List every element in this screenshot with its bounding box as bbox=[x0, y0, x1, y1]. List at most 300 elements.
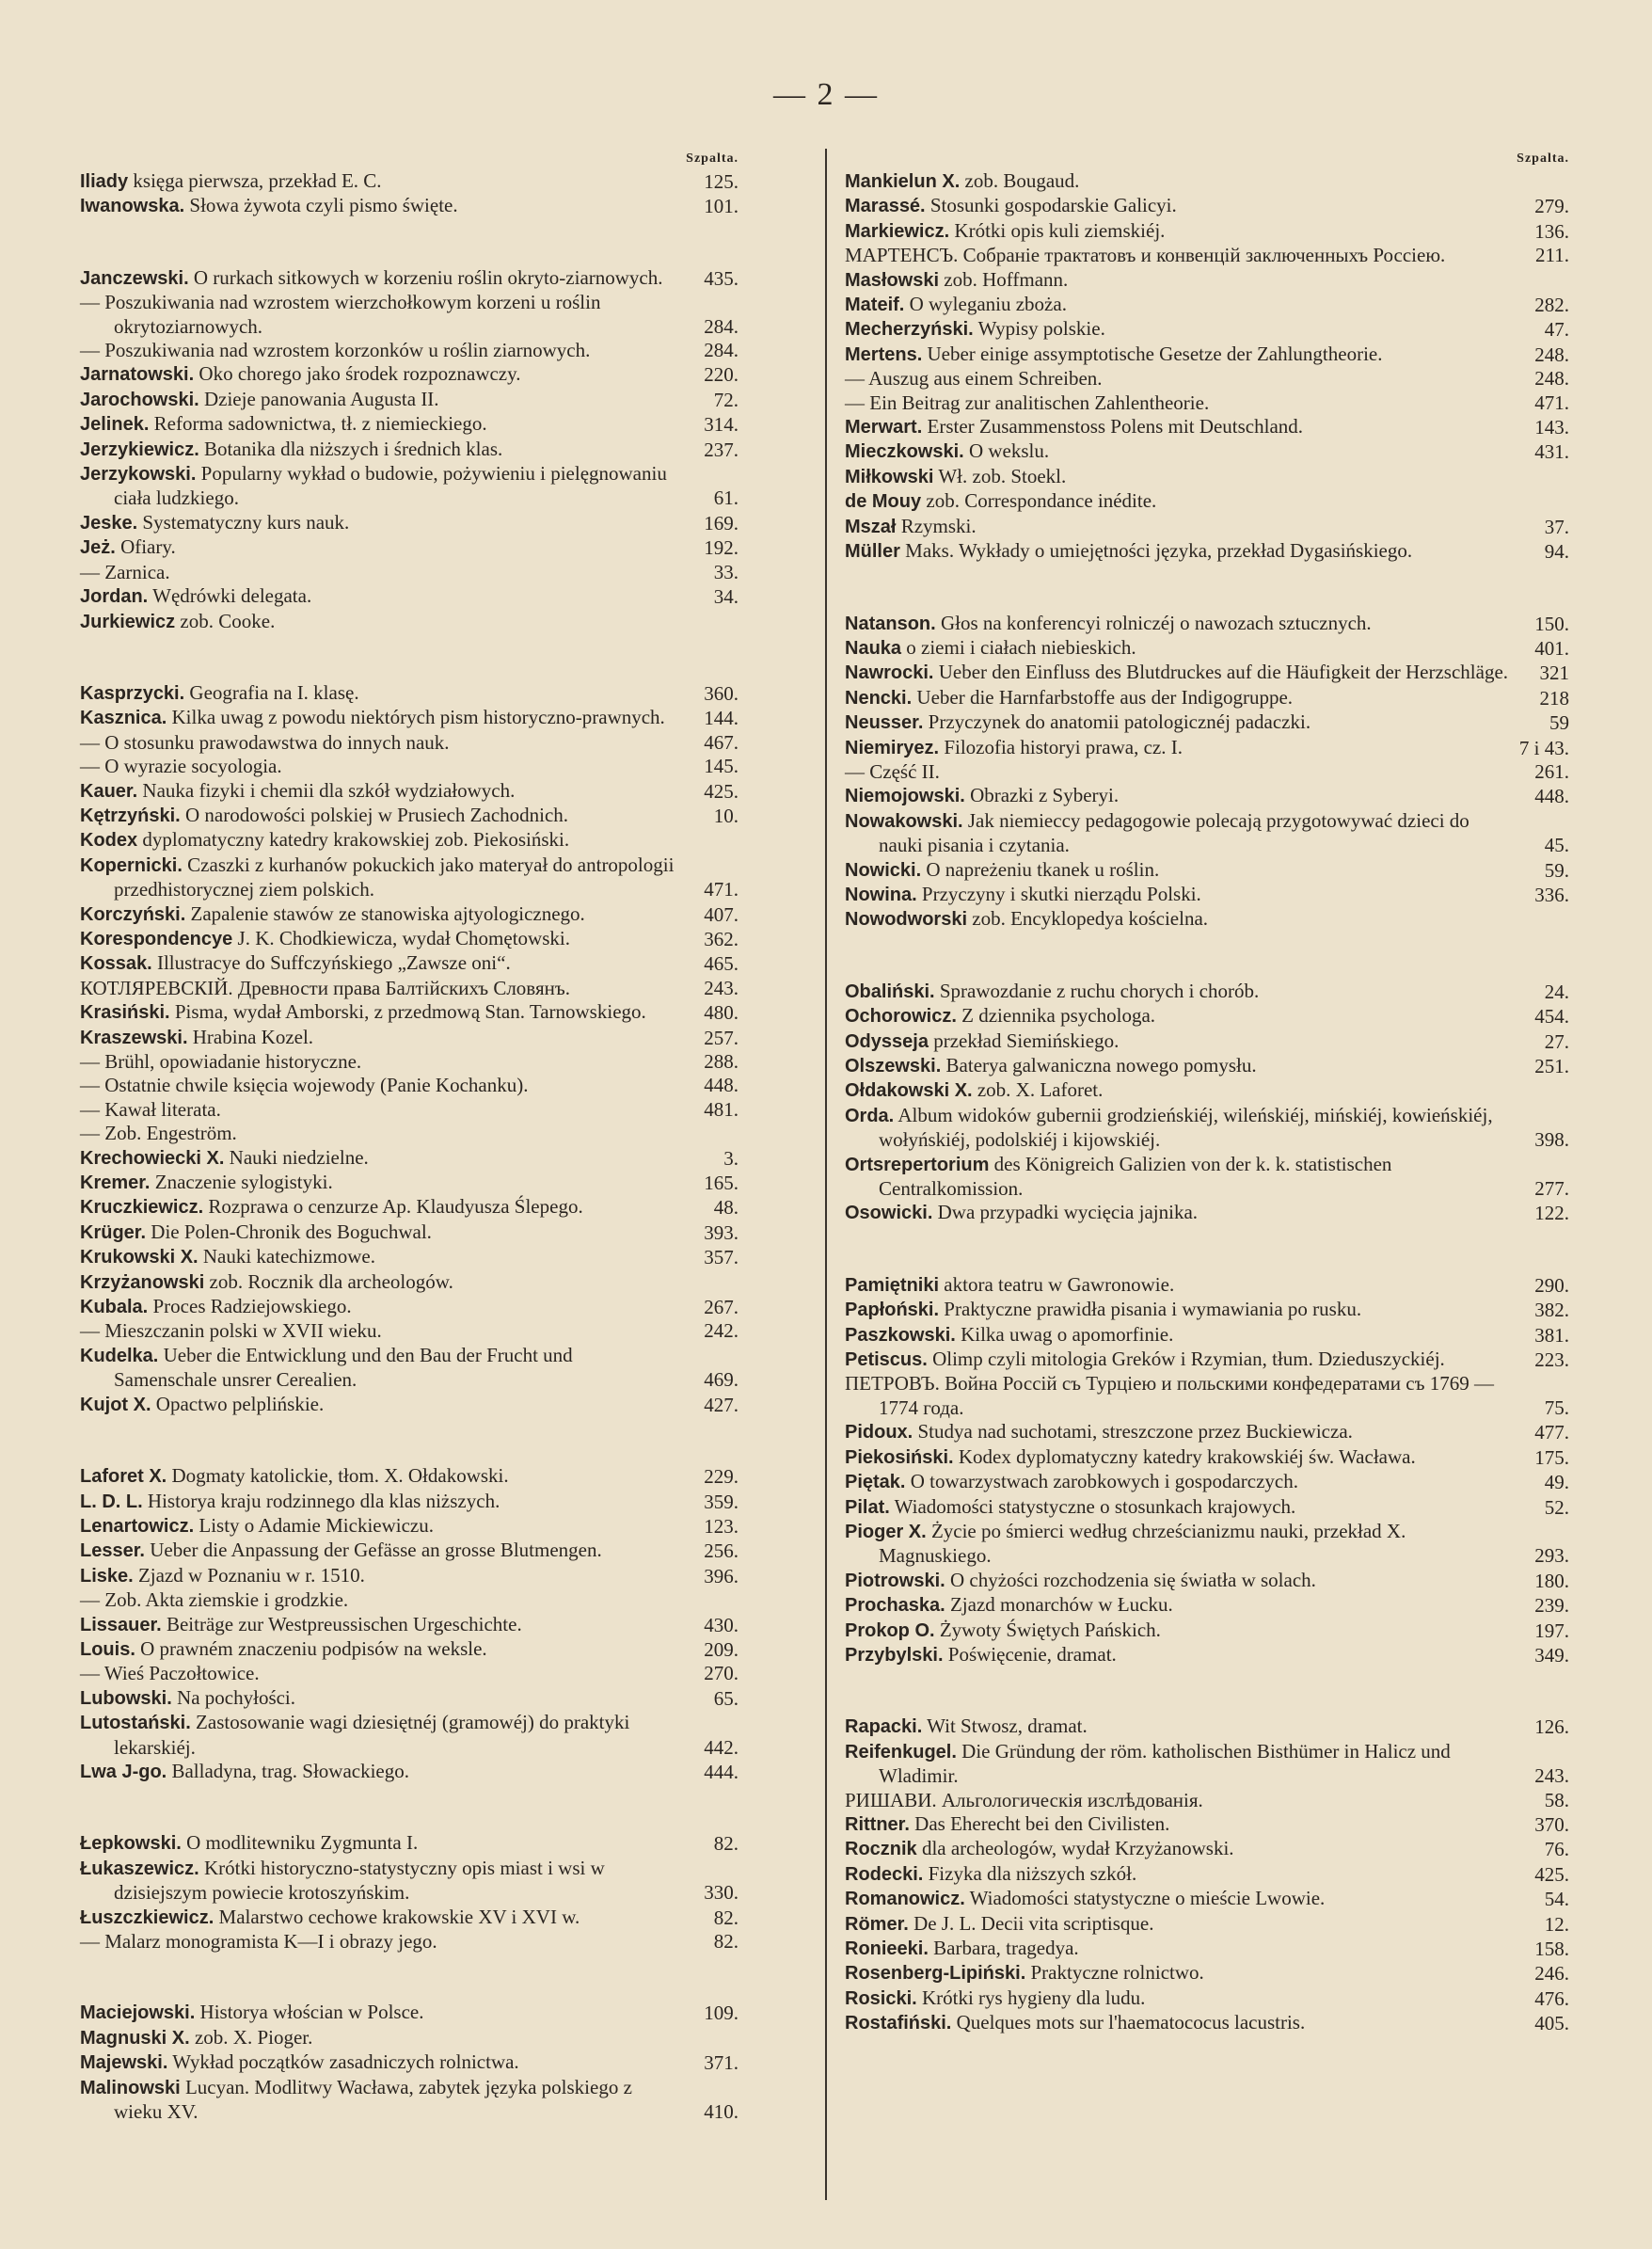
index-entry bbox=[845, 1054, 1569, 1078]
entry-text bbox=[845, 857, 1511, 883]
index-entry bbox=[845, 736, 1569, 760]
index-entry bbox=[845, 1323, 1569, 1348]
entry-author: Ronieeki. bbox=[845, 1938, 929, 1959]
entry-text bbox=[845, 882, 1511, 907]
entry-text bbox=[80, 1636, 680, 1662]
entry-text bbox=[80, 1000, 680, 1025]
entry-text bbox=[845, 391, 1511, 415]
entry-author: — bbox=[80, 1319, 100, 1343]
entry-title: zob. Cooke. bbox=[175, 609, 276, 632]
entry-text bbox=[845, 342, 1511, 367]
entry-column-number: 407. bbox=[704, 902, 739, 926]
entry-author: Janczewski. bbox=[80, 267, 189, 289]
entry-text bbox=[80, 412, 680, 437]
entry-title: Ueber den Einfluss des Blutdruckes auf die Häufigkeit der Herzschläge. bbox=[933, 661, 1509, 684]
section-gap bbox=[80, 1954, 739, 2001]
entry-column-number: 398. bbox=[1534, 1128, 1569, 1152]
entry-column-number: 359. bbox=[704, 1490, 739, 1513]
entry-text bbox=[80, 560, 680, 584]
index-entry bbox=[845, 343, 1569, 367]
entry-text bbox=[845, 1961, 1511, 1986]
entry-text bbox=[80, 730, 680, 755]
entry-column-number: 251. bbox=[1534, 1055, 1569, 1077]
entry-author: Iliady bbox=[80, 171, 129, 192]
index-entry bbox=[845, 686, 1569, 710]
index-entry bbox=[845, 391, 1569, 415]
entry-text bbox=[80, 755, 680, 778]
entry-column-number: 248. bbox=[1534, 343, 1569, 366]
index-entry bbox=[80, 362, 739, 387]
entry-title: Poświęcenie, dramat. bbox=[943, 1642, 1117, 1666]
column-header: Szpalta. bbox=[686, 152, 739, 166]
index-entry bbox=[845, 2011, 1569, 2035]
index-entry bbox=[80, 2050, 739, 2075]
entry-text bbox=[80, 2075, 680, 2125]
entry-author: Odysseja bbox=[845, 1030, 929, 1052]
entry-title: Zarnica. bbox=[100, 560, 170, 583]
entry-title: Lucyan. Modlitwy Wacława, zabytek języka polskiego z wieku XV. bbox=[114, 2075, 632, 2124]
entry-text bbox=[845, 1986, 1511, 2011]
entry-title: Ueber die Entwicklung und den Bau der Frucht und Samenschale unsrer Cerealien. bbox=[114, 1343, 573, 1392]
entry-title: Fizyka dla niższych szkół. bbox=[923, 1861, 1137, 1885]
entry-title: Stosunki gospodarskie Galicyi. bbox=[925, 194, 1177, 217]
entry-title: Filozofia historyi prawa, cz. I. bbox=[939, 735, 1183, 758]
entry-title: Głos na konferencyi rolniczéj o nawozach sztucznych. bbox=[935, 611, 1372, 634]
entry-column-number: 430. bbox=[704, 1613, 739, 1636]
entry-text bbox=[845, 759, 1511, 784]
entry-text bbox=[80, 362, 680, 387]
entry-text bbox=[80, 901, 680, 927]
entry-author: Mateif. bbox=[845, 295, 905, 316]
index-entry bbox=[80, 1637, 739, 1662]
entry-column-number: 448. bbox=[704, 1074, 739, 1097]
entry-author: — bbox=[80, 1050, 100, 1073]
entry-title: dla archeologów, wydał Krzyżanowski. bbox=[916, 1837, 1234, 1860]
entry-column-number: 284. bbox=[704, 339, 739, 362]
entry-author: — bbox=[80, 1662, 100, 1685]
index-entry bbox=[845, 515, 1569, 539]
entry-text bbox=[845, 1078, 1511, 1103]
entry-author: Piekosiński. bbox=[845, 1446, 954, 1468]
entry-column-number: 59. bbox=[1544, 858, 1569, 882]
index-entry bbox=[845, 1740, 1569, 1789]
entry-text bbox=[80, 1905, 680, 1930]
index-entry bbox=[80, 1760, 739, 1784]
entry-text bbox=[80, 803, 680, 828]
entry-author: Jarochowski. bbox=[80, 389, 199, 410]
entry-title: Dwa przypadki wycięcia jajnika. bbox=[932, 1201, 1199, 1224]
entry-author: Nencki. bbox=[845, 687, 913, 709]
entry-author: Pamiętniki bbox=[845, 1274, 940, 1296]
entry-text bbox=[845, 1004, 1511, 1029]
entry-title: Nauki niedzielne. bbox=[224, 1145, 369, 1169]
entry-column-number: 229. bbox=[704, 1465, 739, 1489]
entry-title: Kilka uwag z powodu niektórych pism historyczno-prawnych. bbox=[167, 706, 665, 729]
entry-column-number: 465. bbox=[704, 952, 739, 976]
entry-title: Собраніе трактатовъ и конвенцій заключенныхъ Россіею. bbox=[958, 244, 1446, 267]
entry-column-number: 109. bbox=[704, 2002, 739, 2025]
entry-column-number: 101. bbox=[704, 195, 739, 218]
entry-text bbox=[80, 1122, 680, 1145]
entry-author: Petiscus. bbox=[845, 1349, 928, 1371]
entry-column-number: 123. bbox=[704, 1514, 739, 1538]
index-entry bbox=[845, 439, 1569, 464]
entry-text bbox=[80, 169, 680, 194]
entry-column-number: 125. bbox=[704, 170, 739, 193]
entry-column-number: 218 bbox=[1539, 686, 1569, 710]
entry-text bbox=[80, 1245, 680, 1269]
entry-column-number: 469. bbox=[704, 1368, 739, 1392]
entry-column-number: 256. bbox=[704, 1539, 739, 1563]
entry-title: Erster Zusammenstoss Polens mit Deutschland. bbox=[922, 415, 1304, 439]
entry-author: Jordan. bbox=[80, 586, 149, 608]
entry-text bbox=[845, 2011, 1511, 2035]
entry-column-number: 471. bbox=[1534, 391, 1569, 414]
entry-author: Kopernicki. bbox=[80, 854, 183, 876]
entry-text bbox=[80, 976, 680, 1000]
entry-text bbox=[80, 1588, 680, 1612]
index-entry bbox=[845, 1887, 1569, 1911]
entry-column-number: 330. bbox=[704, 1881, 739, 1905]
entry-text bbox=[845, 489, 1511, 514]
entry-author: Lwa J-go. bbox=[80, 1761, 167, 1782]
entry-author: Jeż. bbox=[80, 537, 116, 559]
entry-author: — bbox=[80, 1122, 100, 1145]
entry-text bbox=[80, 2001, 680, 2025]
entry-title: Wit Stwosz, dramat. bbox=[922, 1715, 1088, 1738]
entry-column-number: 3. bbox=[723, 1146, 739, 1170]
entry-text bbox=[80, 1050, 680, 1074]
entry-title: Historya kraju rodzinnego dla klas niższych. bbox=[142, 1489, 500, 1512]
index-entry bbox=[80, 194, 739, 218]
index-entry bbox=[845, 1201, 1569, 1225]
entry-author: Louis. bbox=[80, 1638, 135, 1660]
entry-title: Zob. Engeström. bbox=[100, 1122, 237, 1145]
entry-author: — bbox=[845, 367, 865, 391]
entry-author: Jerzykiewicz. bbox=[80, 439, 199, 460]
index-entry bbox=[845, 1643, 1569, 1667]
entry-column-number: 59 bbox=[1549, 711, 1569, 735]
entry-title: księga pierwsza, przekład E. C. bbox=[128, 169, 382, 192]
entry-text bbox=[80, 387, 680, 412]
entry-author: Rodecki. bbox=[845, 1863, 924, 1885]
entry-title: O narodowości polskiej w Prusiech Zachodnich. bbox=[180, 803, 569, 826]
entry-column-number: 76. bbox=[1544, 1838, 1569, 1861]
index-entry bbox=[80, 731, 739, 755]
entry-author: Przybylski. bbox=[845, 1644, 944, 1666]
index-entry bbox=[845, 169, 1569, 194]
entry-author: Markiewicz. bbox=[845, 220, 950, 242]
entry-author: Malinowski bbox=[80, 2077, 181, 2098]
entry-title: Historya włościan w Polsce. bbox=[195, 2001, 424, 2024]
entry-title: Maks. Wykłady o umiejętności języka, przekład Dygasińskiego. bbox=[899, 539, 1413, 563]
entry-author: Liske. bbox=[80, 1565, 134, 1587]
entry-author: Jarnatowski. bbox=[80, 364, 195, 386]
entry-author: Nowina. bbox=[845, 884, 917, 905]
entry-title: Zjazd w Poznaniu w r. 1510. bbox=[133, 1563, 365, 1587]
entry-column-number: 165. bbox=[704, 1172, 739, 1195]
index-entry bbox=[80, 1122, 739, 1145]
entry-column-number: 58. bbox=[1544, 1788, 1569, 1811]
entry-column-number: 467. bbox=[704, 730, 739, 754]
entry-author: Kodex bbox=[80, 830, 138, 852]
index-entry bbox=[80, 1857, 739, 1906]
entry-text bbox=[845, 1837, 1511, 1861]
index-entry bbox=[80, 1686, 739, 1711]
section-gap bbox=[845, 1226, 1569, 1273]
entry-title: Ostatnie chwile księcia wojewody (Panie Kochanku). bbox=[100, 1074, 529, 1097]
entry-title: O prawném znaczeniu podpisów na weksle. bbox=[135, 1636, 487, 1660]
index-entry bbox=[80, 438, 739, 462]
entry-text bbox=[80, 1711, 680, 1760]
entry-title: Kodex dyplomatyczny katedry krakowskiéj św. Wacława. bbox=[953, 1444, 1416, 1468]
entry-text bbox=[80, 1489, 680, 1514]
entry-title: zob. X. Pioger. bbox=[189, 2025, 313, 2049]
entry-column-number: 370. bbox=[1534, 1812, 1569, 1836]
entry-column-number: 223. bbox=[1534, 1348, 1569, 1372]
entry-title: Obrazki z Syberyi. bbox=[964, 784, 1120, 807]
entry-title: Poszukiwania nad wzrostem wierzchołkowym korzeni u roślin okrytoziarnowych. bbox=[100, 291, 601, 338]
entry-author: Rosenberg-Lipiński. bbox=[845, 1963, 1026, 1985]
entry-title: zob. Bougaud. bbox=[960, 169, 1080, 192]
entry-author: Kraszewski. bbox=[80, 1027, 188, 1048]
entry-author: Osowicki. bbox=[845, 1203, 933, 1224]
index-entry bbox=[80, 1930, 739, 1954]
entry-author: Lenartowicz. bbox=[80, 1515, 195, 1537]
index-entry bbox=[80, 1098, 739, 1122]
entry-text bbox=[845, 979, 1511, 1004]
entry-column-number: 471. bbox=[704, 878, 739, 901]
entry-title: Wiadomości statystyczne o stosunkach krajowych. bbox=[889, 1494, 1296, 1518]
entry-text bbox=[845, 464, 1511, 489]
entry-title: Pisma, wydał Amborski, z przedmową Stan. Tarnowskiego. bbox=[169, 1000, 646, 1024]
entry-title: Ueber die Harnfarbstoffe aus der Indigogruppe. bbox=[912, 685, 1294, 709]
entry-author: Paszkowski. bbox=[845, 1324, 956, 1346]
entry-text bbox=[845, 267, 1511, 293]
entry-text bbox=[845, 244, 1511, 267]
entry-title: des Königreich Galizien von der k. k. statistischen Centralkomission. bbox=[879, 1152, 1392, 1201]
index-entry bbox=[845, 1937, 1569, 1961]
entry-column-number: 239. bbox=[1534, 1594, 1569, 1618]
entry-title: Malarz monogramista K—I i obrazy jego. bbox=[100, 1930, 437, 1953]
entry-text bbox=[80, 194, 680, 218]
index-entry bbox=[845, 1912, 1569, 1937]
entry-text bbox=[80, 1539, 680, 1563]
entry-text bbox=[80, 1513, 680, 1539]
entry-title: Botanika dla niższych i średnich klas. bbox=[199, 437, 503, 460]
entry-title: Studya nad suchotami, streszczone przez Buckiewicza. bbox=[913, 1420, 1353, 1444]
entry-author: Kujot X. bbox=[80, 1394, 151, 1415]
index-entry bbox=[845, 1837, 1569, 1861]
entry-author: Maciejowski. bbox=[80, 2002, 196, 2024]
entry-text bbox=[845, 514, 1511, 539]
entry-title: Przyczynek do anatomii patologicznéj padaczki. bbox=[923, 710, 1311, 734]
entry-title: Żywoty Świętych Pańskich. bbox=[934, 1618, 1161, 1641]
entry-column-number: 24. bbox=[1544, 980, 1569, 1003]
entry-column-number: 47. bbox=[1544, 318, 1569, 342]
entry-author: — bbox=[80, 1930, 100, 1953]
entry-author: Rostafiński. bbox=[845, 2013, 952, 2034]
entry-text bbox=[80, 1759, 680, 1784]
entry-title: Ein Beitrag zur analitischen Zahlentheorie. bbox=[865, 391, 1210, 414]
entry-author: Piętak. bbox=[845, 1472, 906, 1493]
entry-column-number: 293. bbox=[1534, 1544, 1569, 1568]
section-gap bbox=[845, 1667, 1569, 1715]
entry-author: — bbox=[80, 560, 100, 583]
entry-column-number: 243. bbox=[704, 976, 739, 999]
entry-title: Barbara, tragedya. bbox=[928, 1937, 1079, 1959]
entry-column-number: 336. bbox=[1534, 883, 1569, 906]
entry-author: Pidoux. bbox=[845, 1422, 913, 1444]
index-entry bbox=[80, 511, 739, 535]
entry-title: O rurkach sitkowych w korzeniu roślin okryto-ziarnowych. bbox=[188, 265, 663, 289]
entry-text bbox=[845, 1788, 1511, 1812]
entry-text bbox=[80, 2025, 680, 2050]
index-entry bbox=[80, 1026, 739, 1050]
entry-column-number: 349. bbox=[1534, 1643, 1569, 1667]
index-entry bbox=[80, 1662, 739, 1685]
index-entry bbox=[845, 415, 1569, 439]
entry-column-number: 476. bbox=[1534, 1986, 1569, 2010]
index-entry bbox=[845, 1372, 1569, 1420]
index-entry bbox=[845, 883, 1569, 907]
entry-author: Pilat. bbox=[845, 1496, 890, 1518]
entry-author: Natanson. bbox=[845, 613, 936, 634]
entry-text bbox=[80, 609, 680, 634]
entry-author: Iwanowska. bbox=[80, 196, 185, 217]
entry-author: — bbox=[845, 391, 865, 414]
index-entry bbox=[845, 858, 1569, 883]
entry-text bbox=[80, 584, 680, 609]
entry-column-number: 481. bbox=[704, 1097, 739, 1121]
entry-author: РИШАВИ. bbox=[845, 1788, 937, 1811]
entry-column-number: 169. bbox=[704, 511, 739, 534]
entry-title: Wypisy polskie. bbox=[973, 317, 1105, 341]
entry-author: Papłoński. bbox=[845, 1300, 940, 1321]
entry-column-number: 282. bbox=[1534, 294, 1569, 317]
entry-column-number: 431. bbox=[1534, 440, 1569, 464]
entry-title: Życie po śmierci według chrześcianizmu nauki, przekład X. Magnuskiego. bbox=[879, 1519, 1406, 1568]
entry-author: Römer. bbox=[845, 1913, 909, 1935]
entry-author: Lubowski. bbox=[80, 1687, 172, 1709]
index-entry bbox=[845, 1470, 1569, 1494]
entry-title: O towarzystwach zarobkowych i gospodarczych. bbox=[905, 1470, 1299, 1493]
entry-title: Beiträge zur Westpreussischen Urgeschichte. bbox=[161, 1612, 522, 1635]
index-entry bbox=[80, 804, 739, 828]
index-entry bbox=[80, 462, 739, 511]
entry-title: Zob. Akta ziemskie i grodzkie. bbox=[100, 1588, 349, 1612]
entry-column-number: 122. bbox=[1534, 1202, 1569, 1225]
entry-text bbox=[80, 535, 680, 560]
entry-column-number: 197. bbox=[1534, 1619, 1569, 1642]
entry-text bbox=[845, 1911, 1511, 1937]
entry-title: Baterya galwaniczna nowego pomysłu. bbox=[941, 1054, 1257, 1077]
entry-author: Łukaszewicz. bbox=[80, 1858, 199, 1879]
entry-title: Album widoków gubernii grodzieńskiéj, wileńskiéj, mińskiéj, kowieńskiéj, wołyńskiéj, podolskiéj i kijowskiéj. bbox=[879, 1103, 1493, 1152]
entry-text bbox=[845, 1618, 1511, 1643]
index-entry bbox=[845, 194, 1569, 218]
entry-text bbox=[80, 1662, 680, 1685]
entry-column-number: 243. bbox=[1534, 1764, 1569, 1788]
entry-column-number: 54. bbox=[1544, 1888, 1569, 1911]
entry-column-number: 27. bbox=[1544, 1029, 1569, 1053]
entry-title: Die Polen-Chronik des Boguchwal. bbox=[146, 1220, 432, 1243]
index-entry bbox=[845, 1153, 1569, 1202]
page-number: — 2 — bbox=[773, 77, 879, 112]
entry-column-number: 454. bbox=[1534, 1005, 1569, 1029]
entry-column-number: 150. bbox=[1534, 612, 1569, 635]
entry-column-number: 145. bbox=[704, 755, 739, 778]
entry-title: Nauka fizyki i chemii dla szkół wydziałowych. bbox=[137, 778, 516, 802]
entry-author: — bbox=[80, 755, 100, 778]
entry-author: Krüger. bbox=[80, 1221, 147, 1243]
entry-text bbox=[845, 1420, 1511, 1444]
index-entry bbox=[845, 907, 1569, 932]
entry-column-number: 480. bbox=[704, 1001, 739, 1025]
entry-author: Mertens. bbox=[845, 343, 923, 365]
entry-text bbox=[80, 1392, 680, 1417]
section-gap bbox=[80, 219, 739, 266]
entry-text bbox=[845, 1494, 1511, 1520]
entry-author: Krasiński. bbox=[80, 1002, 170, 1024]
entry-column-number: 396. bbox=[704, 1564, 739, 1587]
entry-author: Jelinek. bbox=[80, 414, 150, 436]
entry-author: Kubala. bbox=[80, 1297, 149, 1318]
index-entry bbox=[80, 1613, 739, 1637]
entry-author: — bbox=[80, 291, 100, 314]
index-entry bbox=[80, 1319, 739, 1343]
index-entry bbox=[80, 2076, 739, 2125]
entry-column-number: 314. bbox=[704, 413, 739, 437]
index-entry bbox=[80, 1050, 739, 1074]
entry-title: Opactwo pelplińskie. bbox=[151, 1392, 325, 1415]
entry-author: Orda. bbox=[845, 1105, 895, 1126]
index-entry bbox=[80, 927, 739, 951]
entry-text bbox=[845, 710, 1511, 735]
entry-title: Znaczenie sylogistyki. bbox=[150, 1171, 333, 1194]
entry-text bbox=[80, 1097, 680, 1122]
entry-title: Wykład początków zasadniczych rolnictwa. bbox=[167, 2050, 519, 2074]
entry-title: Praktyczne rolnictwo. bbox=[1025, 1961, 1204, 1985]
index-entry bbox=[80, 1270, 739, 1295]
entry-text bbox=[80, 853, 680, 902]
entry-title: Zjazd monarchów w Łucku. bbox=[945, 1593, 1173, 1617]
entry-title: Hrabina Kozel. bbox=[187, 1025, 314, 1048]
entry-title: o ziemi i ciałach niebieskich. bbox=[901, 635, 1136, 659]
entry-title: Das Eherecht bei den Civilisten. bbox=[909, 1811, 1170, 1835]
entry-author: Łuszczkiewicz. bbox=[80, 1906, 214, 1928]
entry-text bbox=[80, 339, 680, 362]
entry-column-number: 220. bbox=[704, 363, 739, 387]
entry-text bbox=[845, 439, 1511, 464]
entry-column-number: 401. bbox=[1534, 636, 1569, 660]
index-entry bbox=[845, 317, 1569, 342]
index-entry bbox=[845, 1104, 1569, 1153]
entry-column-number: 279. bbox=[1534, 195, 1569, 218]
index-entry bbox=[845, 1789, 1569, 1812]
index-entry bbox=[845, 219, 1569, 244]
entry-column-number: 61. bbox=[713, 486, 739, 510]
entry-author: Piotrowski. bbox=[845, 1570, 945, 1591]
entry-author: Krechowiecki X. bbox=[80, 1147, 225, 1169]
entry-column-number: 180. bbox=[1534, 1569, 1569, 1592]
entry-title: dyplomatyczny katedry krakowskiej zob. Piekosiński. bbox=[137, 828, 570, 852]
entry-column-number: 94. bbox=[1544, 540, 1569, 564]
entry-column-number: 381. bbox=[1534, 1323, 1569, 1347]
entry-column-number: 360. bbox=[704, 681, 739, 705]
entry-title: Nauki katechizmowe. bbox=[198, 1245, 375, 1268]
entry-title: Wł. zob. Stoekl. bbox=[933, 464, 1067, 487]
